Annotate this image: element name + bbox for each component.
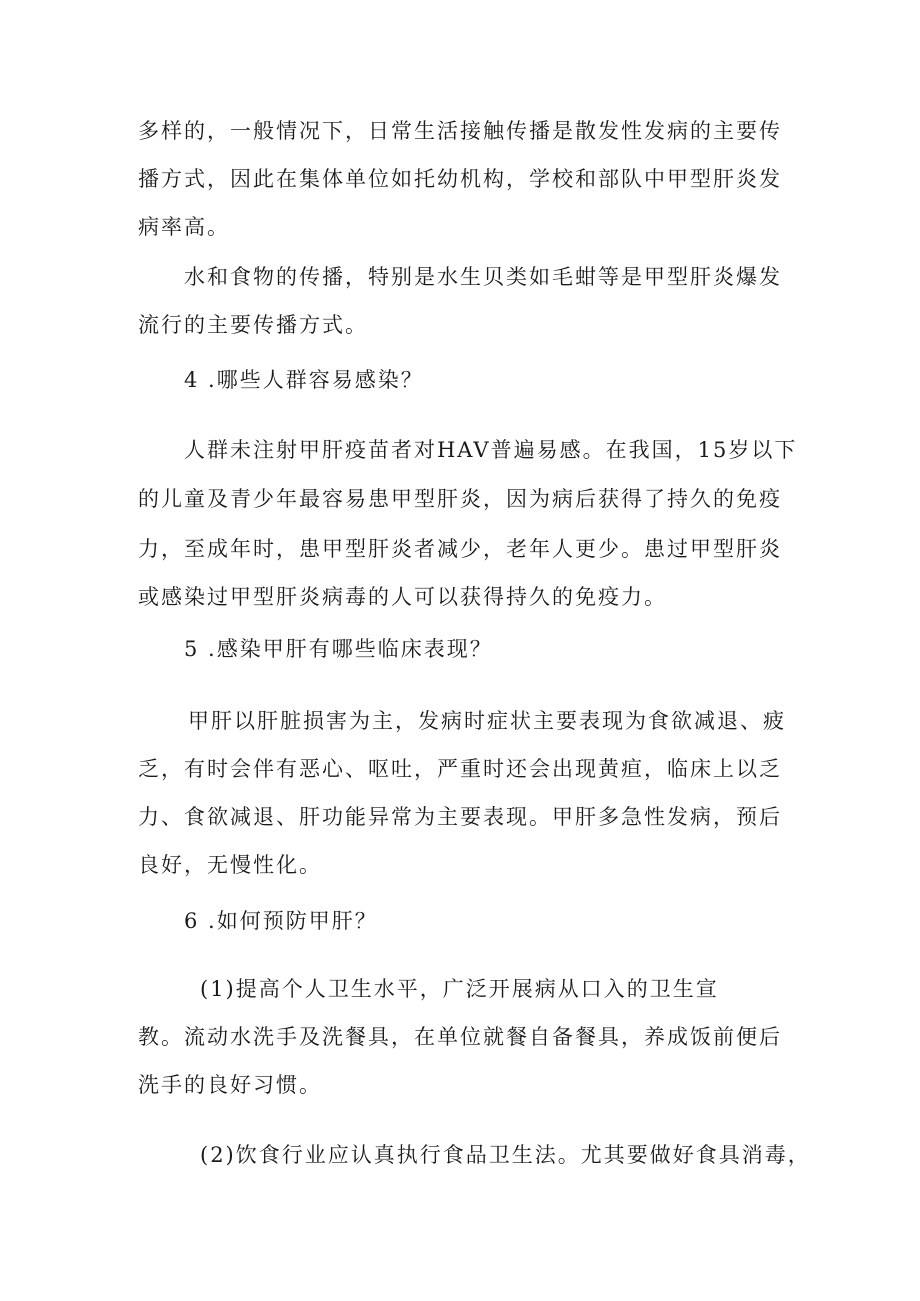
body-text-line: 流行的主要传播方式。 [138,313,368,337]
body-text-line: (2)饮食行业应认真执行食品卫生法。尤其要做好食具消毒， [200,1143,811,1167]
body-text-line: 水和食物的传播，特别是水生贝类如毛蚶等是甲型肝炎爆发 [184,265,782,289]
section-heading: 5 .感染甲肝有哪些临床表现？ [184,637,493,661]
body-text-line: 或感染过甲型肝炎病毒的人可以获得持久的免疫力。 [138,585,667,609]
body-text-line: 播方式，因此在集体单位如托幼机构，学校和部队中甲型肝炎发 [138,167,782,191]
section-heading: 4 .哪些人群容易感染？ [184,368,424,392]
body-text-line: 甲肝以肝脏损害为主，发病时症状主要表现为食欲减退、疲 [188,709,786,733]
body-text-line: (1)提高个人卫生水平，广泛开展病从口入的卫生宣 [200,977,719,1001]
body-text-line: 力，至成年时，患甲型肝炎者减少，老年人更少。患过甲型肝炎 [138,537,782,561]
body-text-line: 力、食欲减退、肝功能异常为主要表现。甲肝多急性发病，预后 [138,805,782,829]
body-text-line: 教。流动水洗手及洗餐具，在单位就餐自备餐具，养成饭前便后 [138,1025,782,1049]
body-text-line: 病率高。 [138,215,230,239]
body-text-line: 的儿童及青少年最容易患甲型肝炎，因为病后获得了持久的免疫 [138,487,782,511]
body-text-line: 良好，无慢性化。 [138,853,322,877]
body-text-line: 洗手的良好习惯。 [138,1073,322,1097]
body-text-line: 乏，有时会伴有恶心、呕吐，严重时还会出现黄疸，临床上以乏 [138,757,782,781]
body-text-line: 人群未注射甲肝疫苗者对HAV普遍易感。在我国，15岁以下 [184,438,798,462]
section-heading: 6 .如何预防甲肝？ [184,909,378,933]
body-text-line: 多样的，一般情况下，日常生活接触传播是散发性发病的主要传 [138,119,782,143]
